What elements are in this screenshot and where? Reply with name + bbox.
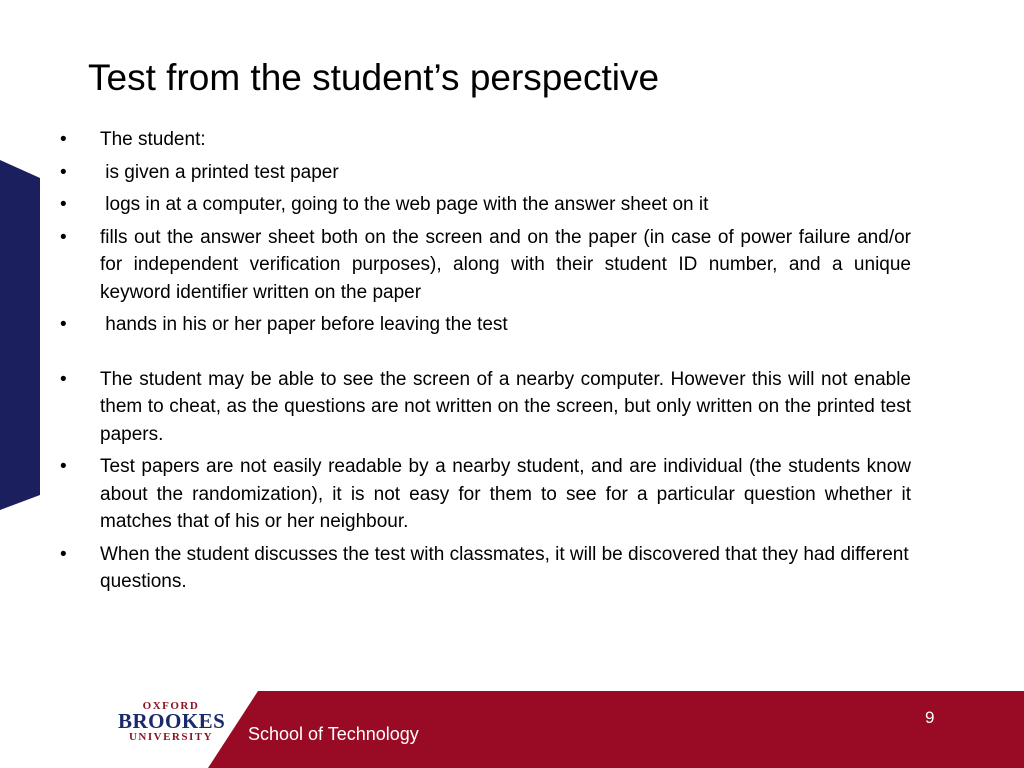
bullet-text: When the student discusses the test with classmates, it will be discovered that they had different questions. — [100, 543, 909, 592]
bullet-item — [60, 224, 911, 307]
logo-text-brookes: BROOKES — [118, 709, 226, 733]
bullet-marker: • — [60, 543, 67, 565]
bullet-item — [60, 126, 911, 154]
bullet-item — [60, 191, 911, 219]
university-logo — [118, 698, 224, 746]
page-number: 9 — [925, 708, 935, 727]
bullet-text: Test papers are not easily readable by a nearby student, and are individual (the students know about the randomization), it is not easy for them to see for a particular question whether it matches that of his or her neighbour. — [100, 456, 911, 532]
bullet-text: fills out the answer sheet both on the screen and on the paper (in case of power failure and/or for independent verification purposes), along with their student ID number, and a unique keyword identifier written on the paper — [100, 226, 911, 303]
bullet-item — [60, 366, 911, 449]
bullet-marker: • — [60, 226, 67, 248]
logo-text-university: UNIVERSITY — [128, 731, 214, 743]
bullet-marker: • — [60, 368, 67, 390]
bullet-item — [60, 159, 911, 187]
bullet-text: logs in at a computer, going to the web page with the answer sheet on it — [100, 194, 709, 215]
bullet-text: The student may be able to see the screen of a nearby computer. However this will not enable them to cheat, as the questions are not written on the screen, but only written on the printed test papers. — [100, 368, 911, 445]
bullet-item — [60, 453, 911, 536]
bullet-list — [60, 126, 911, 601]
bullet-marker: • — [60, 194, 67, 215]
bullet-marker: • — [60, 456, 67, 477]
side-accent-shape — [0, 160, 40, 510]
slide-title: Test from the student’s perspective — [88, 57, 660, 98]
bullet-marker: • — [60, 129, 67, 150]
footer-school-name: School of Technology — [248, 724, 419, 744]
bullet-marker: • — [60, 161, 67, 183]
bullet-item — [60, 541, 911, 596]
bullet-text: is given a printed test paper — [100, 161, 339, 183]
bullet-text: The student: — [100, 129, 206, 150]
bullet-marker: • — [60, 314, 67, 335]
bullet-item — [60, 311, 911, 339]
bullet-text: hands in his or her paper before leaving the test — [100, 314, 508, 335]
logo-text-oxford: OXFORD — [142, 700, 200, 712]
